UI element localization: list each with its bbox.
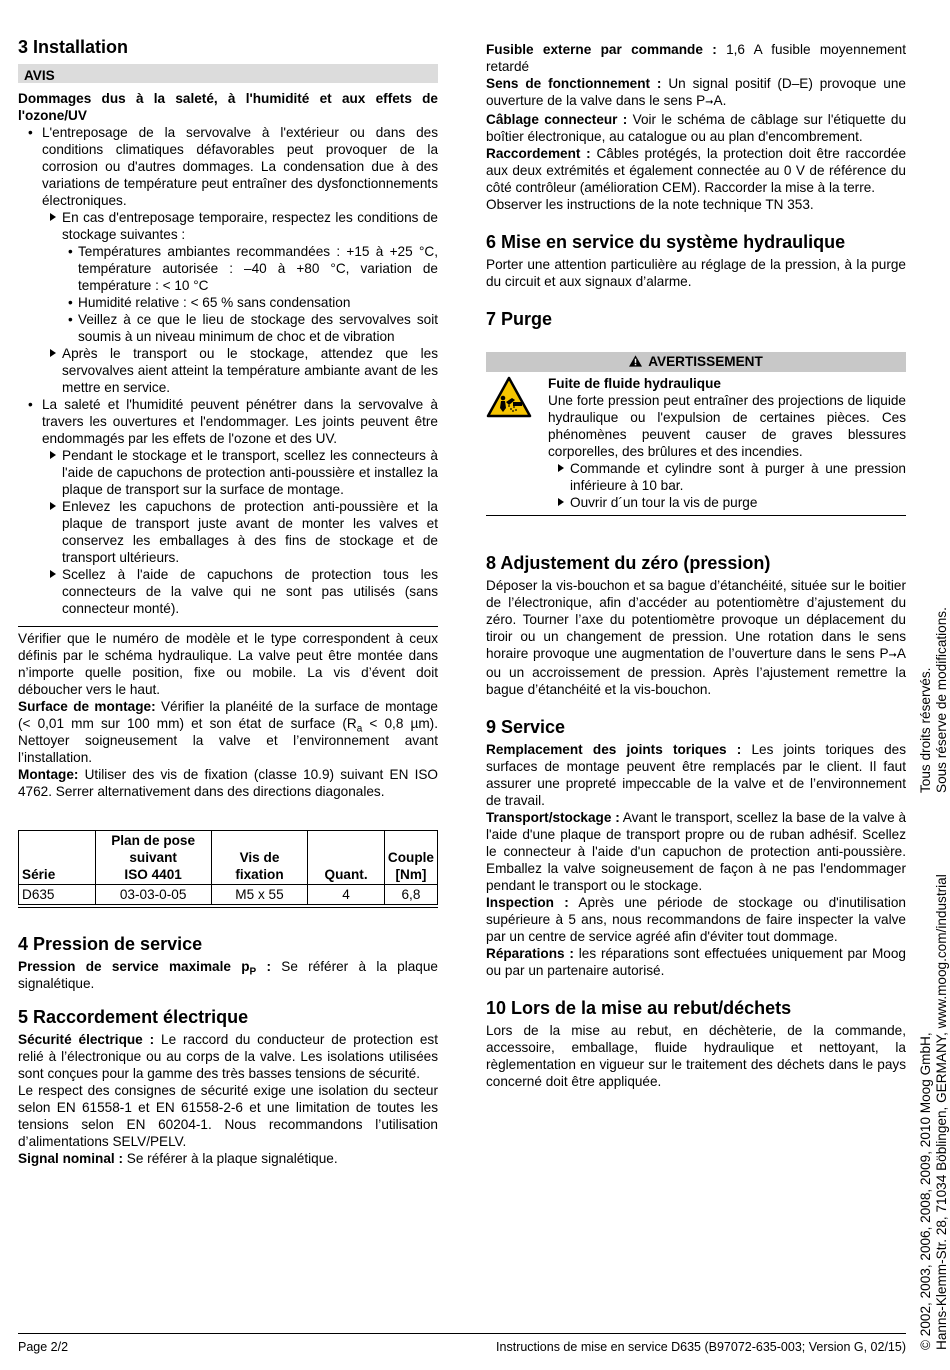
section-10-text: Lors de la mise au rebut, en déchèterie, de la commande, accessoire, emballage, fluide hydraulique et nettoyant, la règlementation en vigueur sur le traitement des déchets dans le pays concerné doit être appliquée. <box>486 1023 906 1089</box>
cablage-label: Câblage connecteur : <box>486 112 628 127</box>
th-quant: Quant. <box>308 831 385 885</box>
signal-label: Signal nominal : <box>18 1151 123 1166</box>
warning-heading: Fuite de fluide hydraulique <box>548 376 721 391</box>
rights-notice <box>918 607 950 793</box>
td-quant: 4 <box>308 885 385 905</box>
section-8-title: 8 Adjustement du zéro (pression) <box>486 553 771 573</box>
surface-sub: a <box>356 723 363 735</box>
reparations-label: Réparations : <box>486 946 574 961</box>
th-vis: Vis de fixation <box>211 831 307 885</box>
notice-divider <box>18 626 438 627</box>
td-vis: M5 x 55 <box>211 885 307 905</box>
warning-actions <box>548 460 906 511</box>
raccordement-label: Raccordement : <box>486 146 591 161</box>
security-text: Le raccord du conducteur de protection est relié à l’électronique ou au corps de la valve. Les isolations utilisées sont conçues pour la gamme des très basses tensions de sécurité. <box>18 1032 439 1081</box>
fusible-text: 1,6 A fusible moyennement retardé <box>486 42 906 74</box>
section-8-text: Déposer la vis-bouchon et sa bague d’étanchéité, située sur le boitier de l’électronique, afin d’accéder au potentiomètre d’ajustement du zéro. Tourner l’axe du potentiomètre provoque un déplacement du tiroir ou un changement de pression. Une rotation dans le sens horaire provoque une augmentation de l’ouverture dans le sens P➞A ou un accroissement de pression. Après l’ajustement remettre la bague d’étanchéité et la vis-bouchon. <box>486 578 906 697</box>
security-paragraph <box>18 1031 438 1082</box>
reparations-paragraph <box>486 945 906 979</box>
document-reference: Instructions de mise en service D635 (B97072-635-003; Version G, 02/15) <box>496 1340 906 1354</box>
raccordement-paragraph <box>486 145 906 196</box>
notice-action-3: Pendant le stockage et le transport, scellez les connecteurs à l'aide de capuchons de protection anti-poussière et installez la plaque de transport sur la surface de montage. <box>18 447 438 498</box>
warning-action-1: Commande et cylindre sont à purger à une pression inférieure à 10 bar. <box>548 460 906 494</box>
storage-condition-3: • Veillez à ce que le lieu de stockage des servovalves soit soumis à un niveau minimum de choc et de vibration <box>18 311 438 345</box>
section-5-title: 5 Raccordement électrique <box>18 1007 249 1027</box>
montage-paragraph <box>18 766 438 800</box>
notice-heading: Dommages dus à la saleté, à l'humidité et aux effets de l'ozone/UV <box>18 91 438 123</box>
respect-paragraph: Le respect des consignes de sécurité exige une isolation du secteur selon EN 61558-1 et EN 61558-2-6 et une limitation de toutes les tensions selon EN 60204-1. Nous recommandons l’utilisation d’alimentations SELV/PELV. <box>18 1083 438 1149</box>
warning-action-2: Ouvrir d´un tour la vis de purge <box>548 494 906 511</box>
notice-action-5: Scellez à l'aide de capuchons de protection tous les connecteurs de la valve qui ne sont pas utilisés (sans connecteur monté). <box>18 566 438 617</box>
inspection-text: Après une période de stockage ou d'inutilisation supérieure à 5 ans, nous recommandons de faire inspecter la valve par un centre de service agréé afin d'éviter tout dommage. <box>486 895 906 944</box>
th-couple: Couple [Nm] <box>384 831 437 885</box>
warning-triangle-icon <box>629 355 642 367</box>
inspection-label: Inspection : <box>486 895 569 910</box>
cablage-paragraph <box>486 111 906 145</box>
notice-list <box>18 124 438 617</box>
install-paragraph: Vérifier que le numéro de modèle et le type correspondent à ceux définis par le schéma hydraulique. La valve peut être montée dans n’importe quelle position, fixe ou mobile. La vis d’évent doit déboucher vers le haut. <box>18 631 438 697</box>
section-6-text: Porter une attention particulière au réglage de la pression, à la purge du circuit et aux signaux d’alarme. <box>486 257 906 289</box>
th-plan: Plan de pose suivant ISO 4401 <box>95 831 211 885</box>
notice-action-1: En cas d'entreposage temporaire, respectez les conditions de stockage suivantes : <box>18 209 438 243</box>
th-serie: Série <box>19 831 96 885</box>
page-number: Page 2/2 <box>18 1340 69 1354</box>
sens-text-b: A. <box>713 93 727 108</box>
warning-bar <box>486 352 906 372</box>
warning-label: AVERTISSEMENT <box>648 354 763 369</box>
section-9-title: 9 Service <box>486 717 566 737</box>
td-couple: 6,8 <box>384 885 437 905</box>
pressure-label: Pression de service maximale $p_P$ : <box>18 959 271 978</box>
sens-text-a: Un signal positif (D–E) provoque une ouverture de la valve dans le sens P <box>486 76 906 108</box>
sens-paragraph <box>486 75 906 111</box>
mounting-table <box>18 830 438 905</box>
rights-line-1: Tous droits réservés. <box>918 667 933 793</box>
joints-label: Remplacement des joints toriques : <box>486 742 742 757</box>
table-divider <box>18 907 438 908</box>
surface-text-a: Vérifier la planéité de la surface de montage (< 0,01 mm sur 100 mm) et son état de surface (R <box>18 699 438 731</box>
section-3-title: 3 Installation <box>18 37 129 57</box>
table-row <box>19 885 438 905</box>
warning-text: Une forte pression peut entraîner des projections de liquide hydraulique ou l'expulsion de certaines pièces. Ces phénomènes peuvent causer de graves blessures corporelles, des brûlures et des incendies. <box>548 393 906 459</box>
transport-text: Avant le transport, scellez la base de la valve à l'aide d'une plaque de transport propre ou de ruban adhésif. Scellez le connecteur à l'aide d'un capuchon de protection anti-poussière. Emballez la valve soigneusement de façon à ne pas l'endommager pendant le transport ou le stockage. <box>486 810 907 893</box>
signal-paragraph <box>18 1150 438 1167</box>
joints-text: Les joints toriques des surfaces de montage peuvent être remplacés par le client. Il faut assurer une propreté impeccable de la valve et de l’environnement de travail. <box>486 742 906 808</box>
section-7-title: 7 Purge <box>486 309 553 329</box>
sens-label: Sens de fonctionnement : <box>486 76 662 91</box>
page-footer <box>18 1333 906 1356</box>
pressure-paragraph <box>18 958 438 992</box>
cablage-text: Voir le schéma de câblage sur l'étiquette du boîtier électronique, au catalogue ou au plan d'encombrement. <box>486 112 907 144</box>
warning-body <box>486 372 906 515</box>
transport-label: Transport/stockage : <box>486 810 620 825</box>
notice-bullet-2: • La saleté et l'humidité peuvent pénétrer dans la servovalve à travers les ouvertures et l'endommager. Les joints peuvent être endommagés par les effets de l'ozone et des UV. <box>18 396 438 447</box>
warning-box <box>486 352 906 516</box>
copyright-line-1: © 2002, 2003, 2006, 2008, 2009, 2010 Moog GmbH, <box>918 1032 933 1350</box>
montage-text: Utiliser des vis de fixation (classe 10.9) suivant EN ISO 4762. Serrer alternativement dans des directions diagonales. <box>18 767 438 799</box>
inspection-paragraph <box>486 894 906 945</box>
storage-condition-2: • Humidité relative : < 65 % sans condensation <box>18 294 438 311</box>
fusible-paragraph <box>486 41 906 75</box>
surface-paragraph <box>18 698 438 766</box>
transport-paragraph <box>486 809 906 894</box>
montage-label: Montage: <box>18 767 79 782</box>
notice-label: AVIS <box>18 64 438 83</box>
raccordement-text: Câbles protégés, la protection doit être raccordée aux deux extrémités et également connectée au 0 V de référence du côté contrôleur (amélioration CEM). Raccorder la mise à la terre. <box>486 146 906 195</box>
section-4-title: 4 Pression de service <box>18 934 203 954</box>
left-column <box>18 36 438 1167</box>
observer-paragraph: Observer les instructions de la note technique TN 353. <box>486 197 814 212</box>
copyright-line-2: Hanns-Klemm-Str. 28, 71034 Böblingen, GERMANY, www.moog.com/industrial <box>934 874 949 1350</box>
signal-text: Se référer à la plaque signalétique. <box>122 1151 338 1166</box>
section-10-title: 10 Lors de la mise au rebut/déchets <box>486 998 792 1018</box>
right-column <box>486 41 906 1090</box>
surface-text-b: < 0,8 µm). Nettoyer soigneusement la valve et l’environnement avant l’installation. <box>18 716 438 765</box>
table-header-row <box>19 831 438 885</box>
storage-condition-1: • Températures ambiantes recommandées : +15 à +25 °C, température autorisée : –40 à +80 °C, variation de température : < 10 °C <box>18 243 438 294</box>
pressure-text: Se référer à la plaque signalétique. <box>18 959 438 991</box>
notice-action-4: Enlevez les capuchons de protection anti-poussière et la plaque de transport juste avant de monter les valves et conservez les emballages à des fins de stockage et de transport ultérieurs. <box>18 498 438 566</box>
notice-bullet-1: • L'entreposage de la servovalve à l'extérieur ou dans des conditions climatiques défavorables peut provoquer de la corrosion ou d'autres dommages. La condensation due à des variations de température peut entraîner des dysfonctionnements électroniques. <box>18 124 438 209</box>
fusible-label: Fusible externe par commande : <box>486 42 717 57</box>
copyright-notice <box>918 874 950 1350</box>
td-serie: D635 <box>19 885 96 905</box>
section-6-title: 6 Mise en service du système hydraulique <box>486 232 846 252</box>
rights-line-2: Sous réserve de modifications. <box>934 607 949 793</box>
arrow-right-icon: ➞ <box>888 650 897 661</box>
reparations-text: les réparations sont effectuées uniquement par Moog ou par un partenaire autorisé. <box>486 946 906 978</box>
notice-action-2: Après le transport ou le stockage, attendez que les servovalves aient atteint la température ambiante avant de les mettre en service. <box>18 345 438 396</box>
surface-label: Surface de montage: <box>18 699 156 714</box>
security-label: Sécurité électrique : <box>18 1032 155 1047</box>
joints-paragraph <box>486 741 906 809</box>
td-plan: 03-03-0-05 <box>95 885 211 905</box>
arrow-right-icon: ➞ <box>705 97 714 108</box>
